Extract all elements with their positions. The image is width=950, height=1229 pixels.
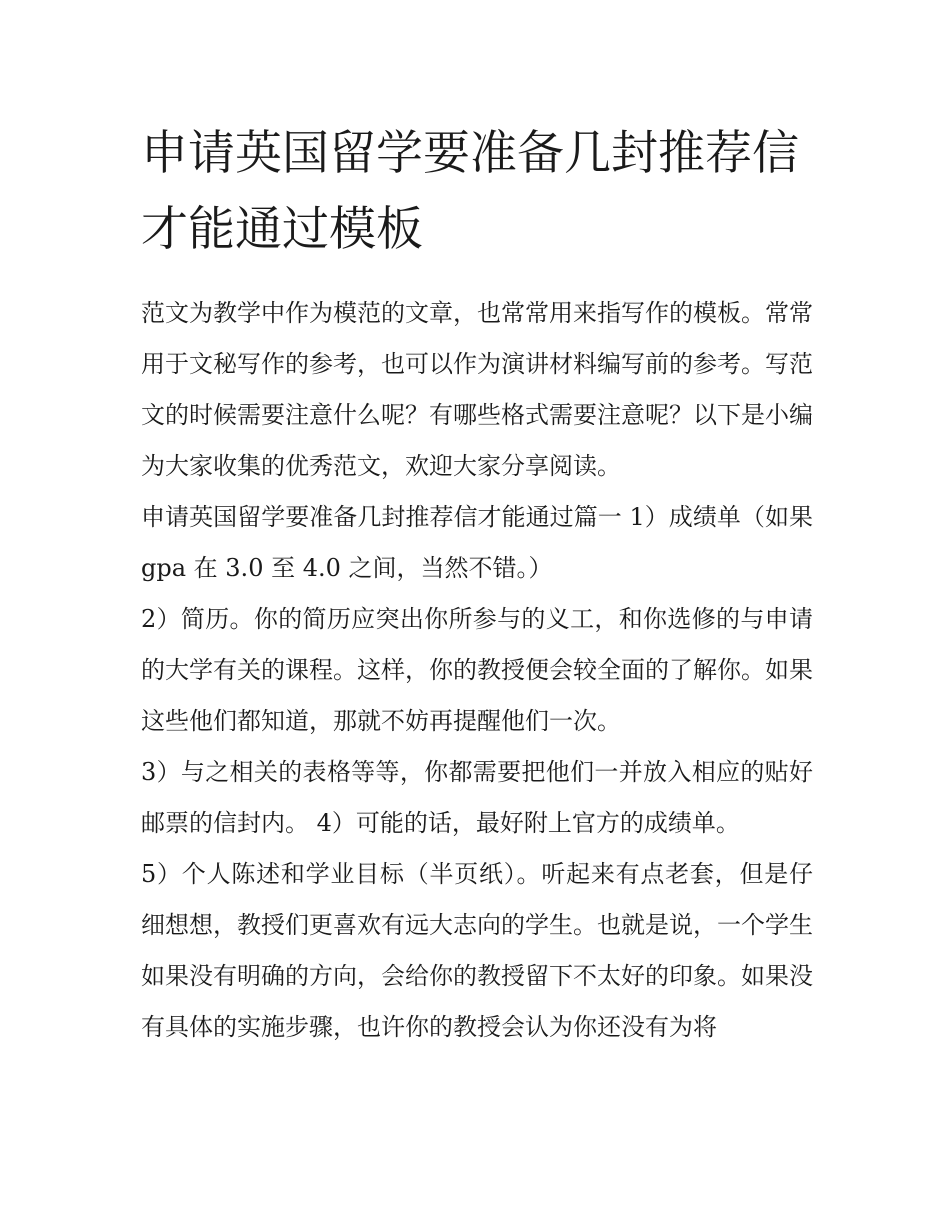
document-page: [141, 116, 813, 1053]
document-title: 申请英国留学要准备几封推荐信才能通过模板: [141, 126, 799, 257]
paragraph-item-5: 5）个人陈述和学业目标（半页纸）。听起来有点老套，但是仔细想想，教授们更喜欢有远大志向的学生。也就是说，一个学生如果没有明确的方向，会给你的教授留下不太好的印象。如果没有具体的实施步骤，也许你的教授会认为你还没有为将: [141, 860, 813, 1041]
paragraph-item-2: 2）简历。你的简历应突出你所参与的义工，和你选修的与申请的大学有关的课程。这样，你的教授便会较全面的了解你。如果这些他们都知道，那就不妨再提醒他们一次。: [141, 605, 813, 735]
paragraph-item-3-4: 3）与之相关的表格等等，你都需要把他们一并放入相应的贴好邮票的信封内。 4）可能的话，最好附上官方的成绩单。: [141, 758, 813, 837]
paragraph-intro: 范文为教学中作为模范的文章，也常常用来指写作的模板。常常用于文秘写作的参考，也可以作为演讲材料编写前的参考。写范文的时候需要注意什么呢？有哪些格式需要注意呢？以下是小编为大家收集的优秀范文，欢迎大家分享阅读。: [141, 299, 813, 480]
document-body: [141, 288, 813, 1053]
paragraph-item-1: 申请英国留学要准备几封推荐信才能通过篇一 1）成绩单（如果 gpa 在 3.0 至 4.0 之间，当然不错。）: [141, 503, 813, 582]
